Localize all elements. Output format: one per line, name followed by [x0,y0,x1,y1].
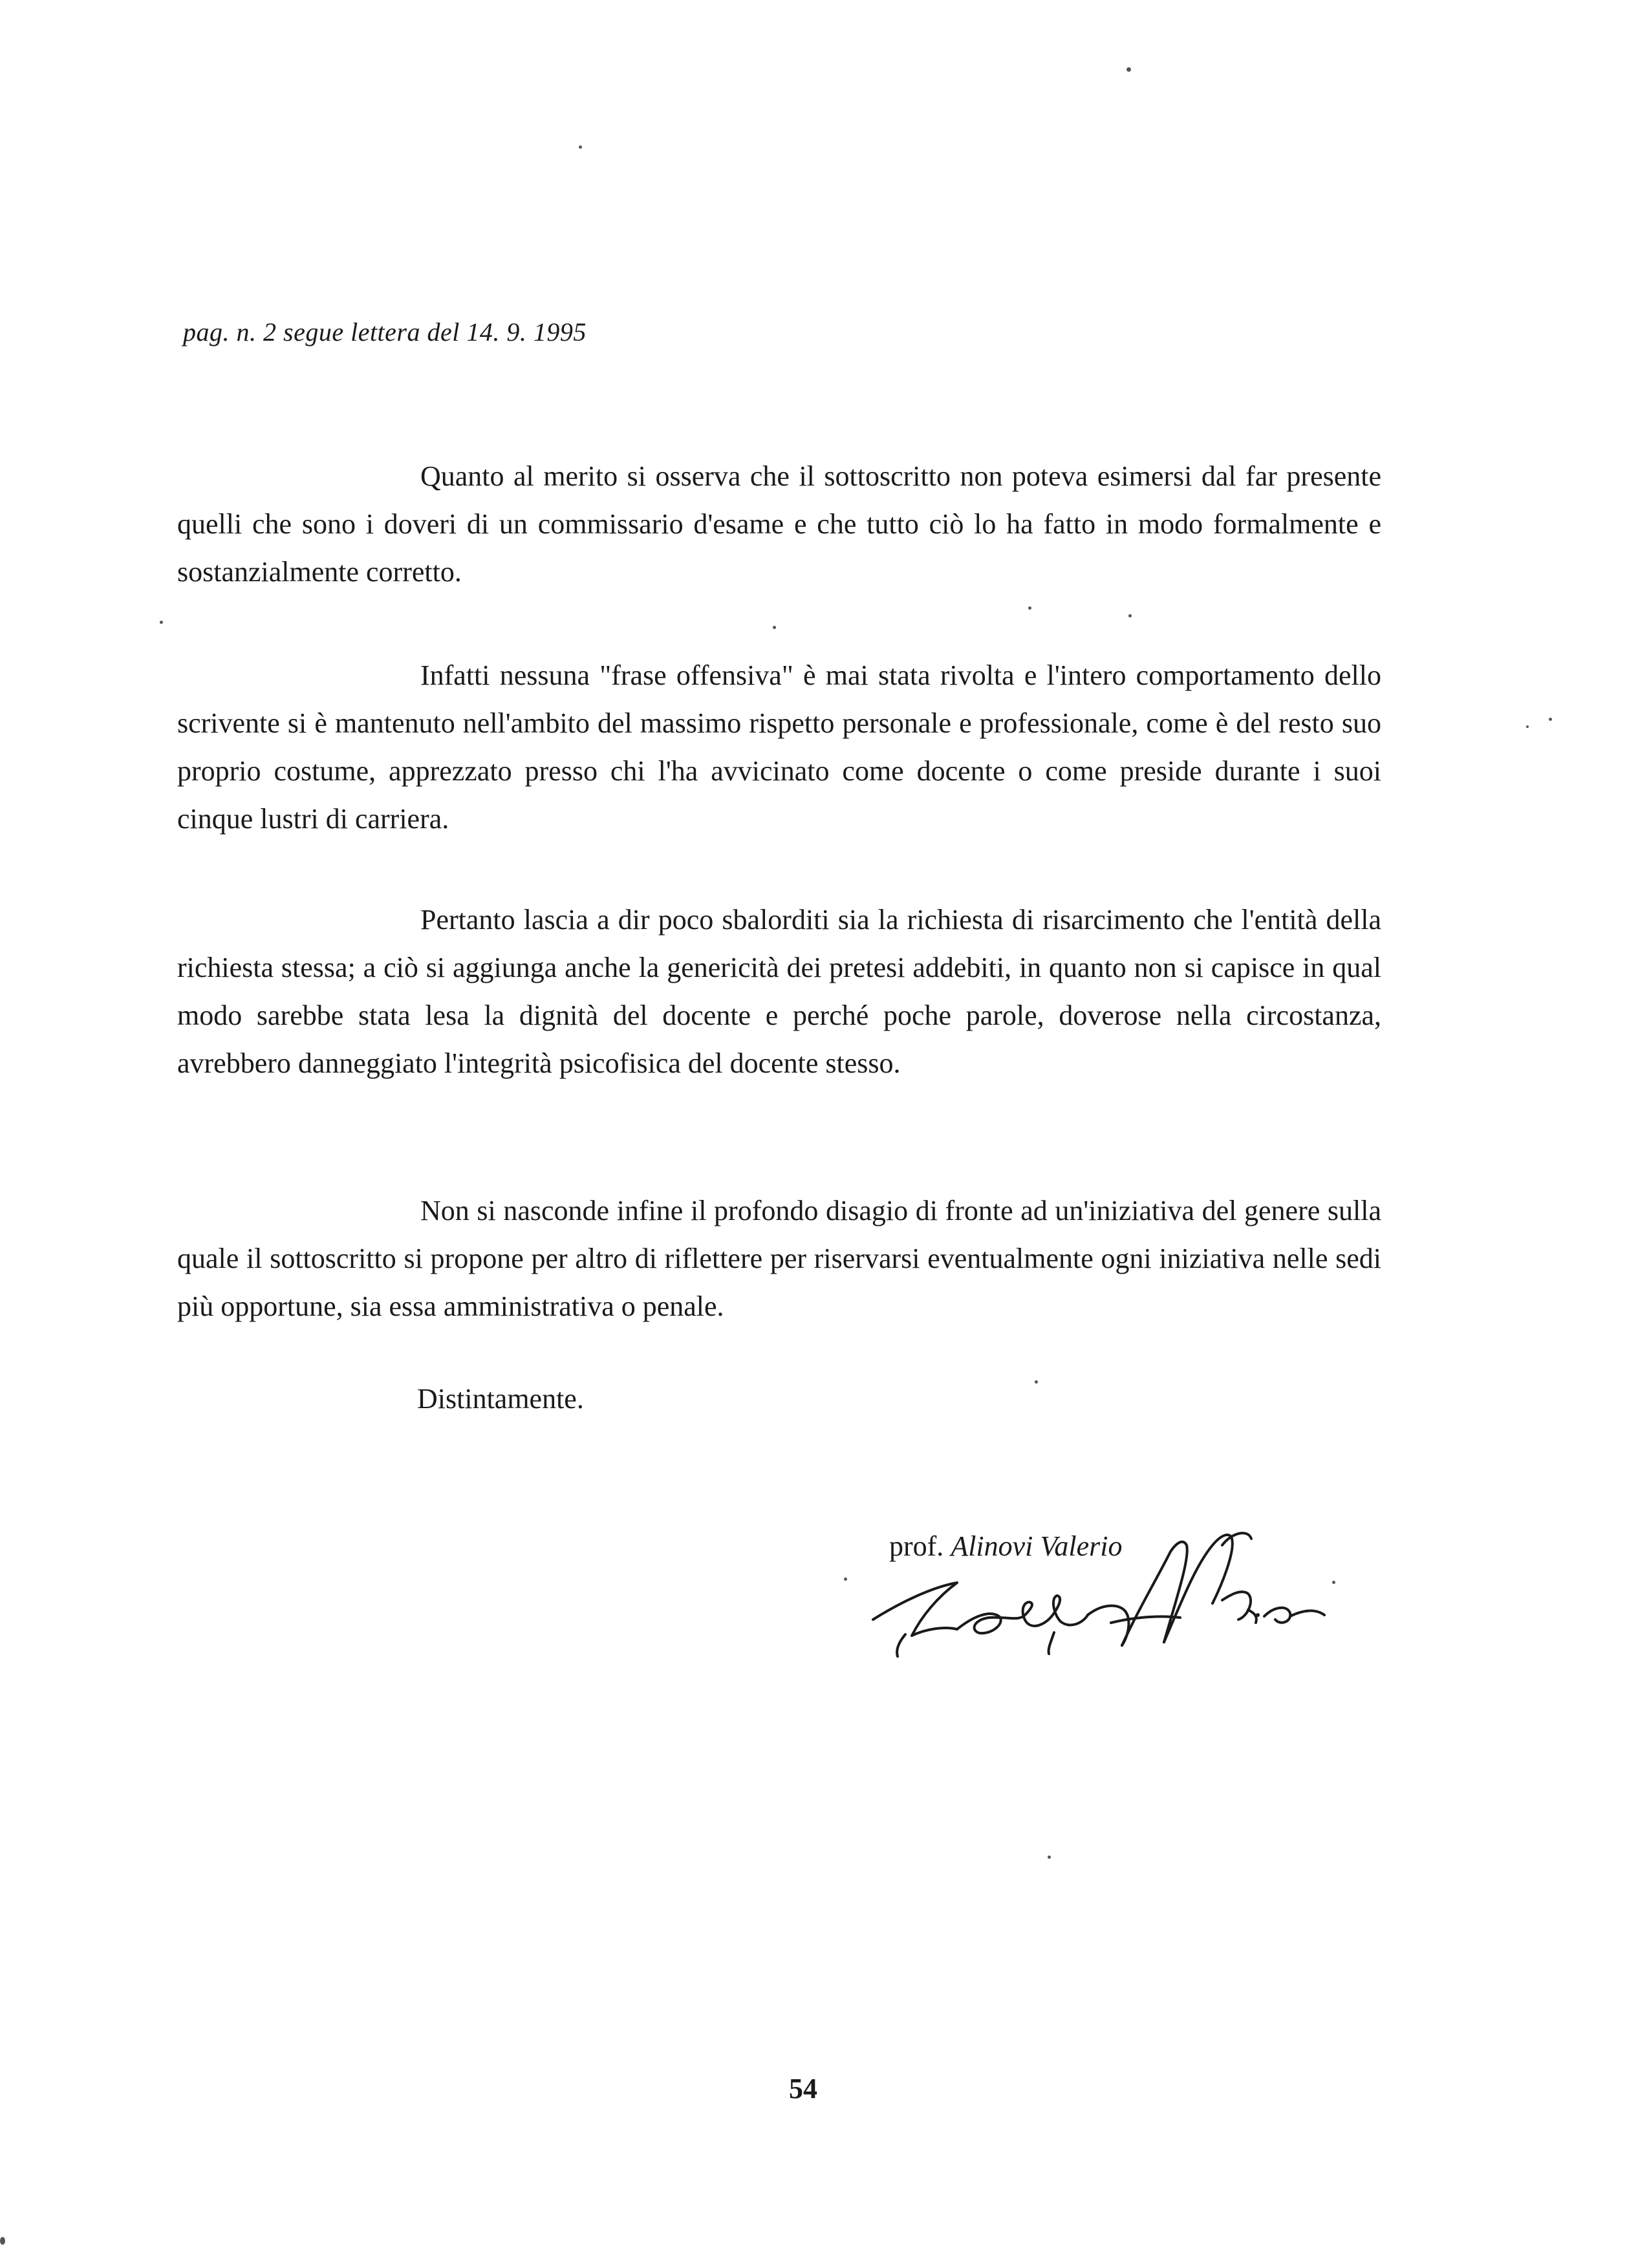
paragraph-1: Quanto al merito si osserva che il sottoscritto non poteva esimersi dal far presente quelli che sono i doveri di un commissario d'esame e che tutto ciò lo ha fatto in modo formalmente e sostanzialmente corretto. [177,460,1381,588]
scan-speck [844,1578,847,1581]
signature-block [860,1506,1352,1687]
scan-speck [773,626,776,629]
signatory-title: prof. [889,1530,944,1562]
page-header: pag. n. 2 segue lettera del 14. 9. 1995 [183,317,587,347]
scan-speck [1128,614,1132,617]
scan-speck [1035,1380,1038,1384]
scan-speck [1126,67,1131,72]
page-number: 54 [789,2073,817,2104]
scan-speck [1526,725,1529,728]
scan-speck [160,621,163,624]
closing-salutation: Distintamente. [417,1383,584,1415]
scan-speck [579,145,582,149]
scan-speck [1332,1581,1335,1584]
scan-speck [1048,1856,1051,1859]
scan-speck [1549,718,1552,721]
scan-speck [0,2237,5,2245]
paragraph-4: Non si nasconde infine il profondo disagio di fronte ad un'iniziativa del genere sulla quale il sottoscritto si propone per altro di riflettere per riservarsi eventualmente ogni iniziativa nelle sedi più opportune, sia essa amministrativa o penale. [177,1195,1381,1322]
paragraph-2: Infatti nessuna "frase offensiva" è mai stata rivolta e l'intero comportamento dello scrivente si è mantenuto nell'ambito del massimo rispetto personale e professionale, come è del resto suo proprio costume, apprezzato presso chi l'ha avvicinato come docente o come preside durante i suoi cinque lustri di carriera. [177,659,1381,835]
handwritten-signature [860,1506,1352,1687]
paragraph-3: Pertanto lascia a dir poco sbalorditi sia la richiesta di risarcimento che l'entità della richiesta stessa; a ciò si aggiunga anche la genericità dei pretesi addebiti, in quanto non si capisce in qual modo sarebbe stata lesa la dignità del docente e perché poche parole, doverose nella circostanza, avrebbero danneggiato l'integrità psicofisica del docente stesso. [177,904,1381,1079]
scan-speck [1028,606,1031,610]
signatory-full-name: Alinovi Valerio [951,1530,1123,1562]
